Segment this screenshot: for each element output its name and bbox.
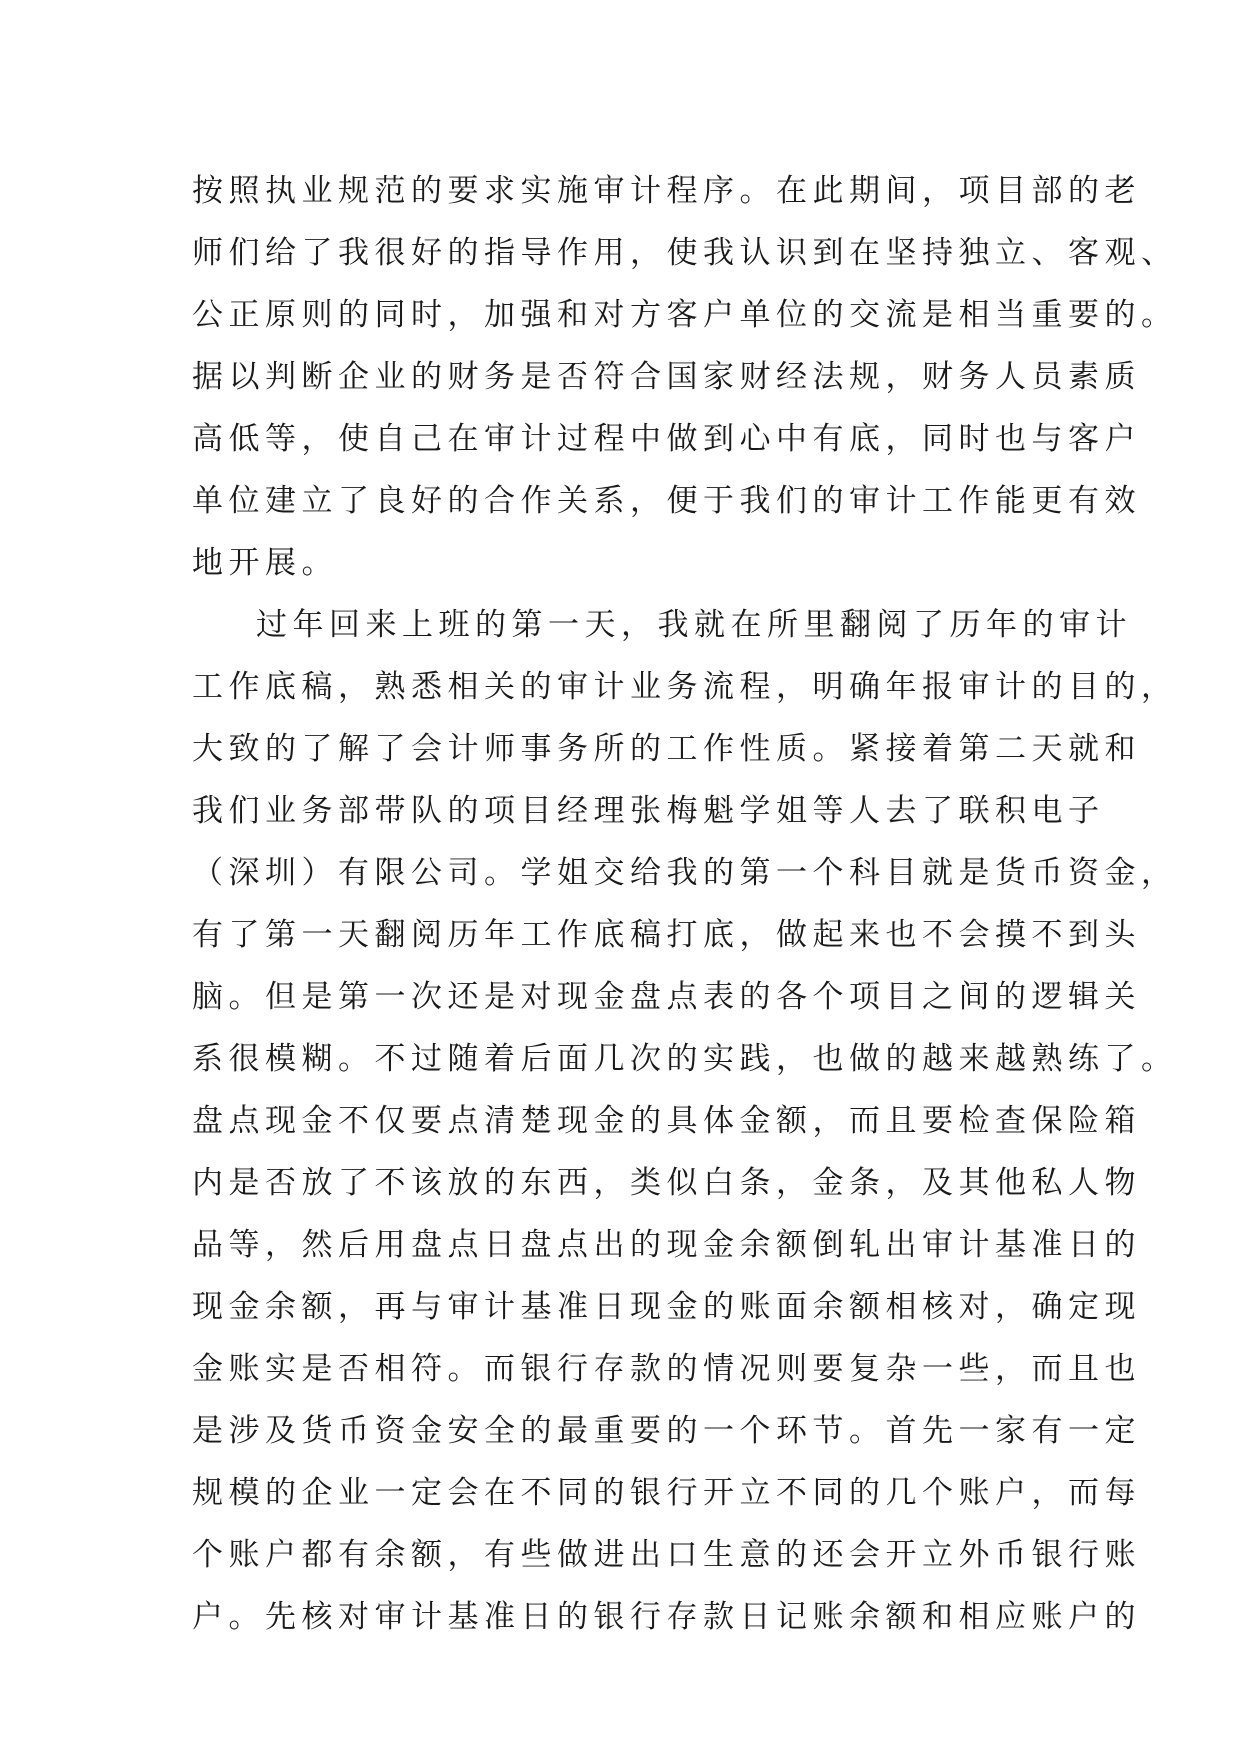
text-line: 脑。但是第一次还是对现金盘点表的各个项目之间的逻辑关 [192, 979, 1141, 1015]
text-line: 规模的企业一定会在不同的银行开立不同的几个账户，而每 [192, 1475, 1141, 1511]
text-line: 盘点现金不仅要点清楚现金的具体金额，而且要检查保险箱 [192, 1103, 1141, 1139]
text-line: （深圳）有限公司。学姐交给我的第一个科目就是货币资金， [192, 855, 1178, 891]
text-line: 工作底稿，熟悉相关的审计业务流程，明确年报审计的目的， [192, 669, 1178, 705]
text-line: 系很模糊。不过随着后面几次的实践，也做的越来越熟练了。 [192, 1041, 1178, 1077]
text-line: 高低等，使自己在审计过程中做到心中有底，同时也与客户 [192, 421, 1141, 457]
text-line: 有了第一天翻阅历年工作底稿打底，做起来也不会摸不到头 [192, 917, 1141, 953]
text-line: 地开展。 [192, 545, 338, 581]
text-line: 内是否放了不该放的东西，类似白条，金条，及其他私人物 [192, 1165, 1141, 1201]
text-line: 单位建立了良好的合作关系，便于我们的审计工作能更有效 [192, 483, 1141, 519]
text-line: 金账实是否相符。而银行存款的情况则要复杂一些，而且也 [192, 1351, 1141, 1387]
text-line: 大致的了解了会计师事务所的工作性质。紧接着第二天就和 [192, 731, 1141, 767]
text-line: 公正原则的同时，加强和对方客户单位的交流是相当重要的。 [192, 297, 1178, 333]
text-line: 个账户都有余额，有些做进出口生意的还会开立外币银行账 [192, 1537, 1141, 1573]
text-line: 品等，然后用盘点日盘点出的现金余额倒轧出审计基准日的 [192, 1227, 1141, 1263]
text-line: 据以判断企业的财务是否符合国家财经法规，财务人员素质 [192, 359, 1141, 395]
text-line: 户。先核对审计基准日的银行存款日记账余额和相应账户的 [192, 1599, 1141, 1635]
text-line: 我们业务部带队的项目经理张梅魁学姐等人去了联积电子 [192, 793, 1105, 829]
text-line: 按照执业规范的要求实施审计程序。在此期间，项目部的老 [192, 173, 1141, 209]
text-line: 现金余额，再与审计基准日现金的账面余额相核对，确定现 [192, 1289, 1141, 1325]
text-line: 师们给了我很好的指导作用，使我认识到在坚持独立、客观、 [192, 235, 1178, 271]
body-text [192, 160, 1178, 1648]
text-line: 是涉及货币资金安全的最重要的一个环节。首先一家有一定 [192, 1413, 1141, 1449]
paragraph-first-line: 过年回来上班的第一天，我就在所里翻阅了历年的审计 [256, 607, 1132, 643]
